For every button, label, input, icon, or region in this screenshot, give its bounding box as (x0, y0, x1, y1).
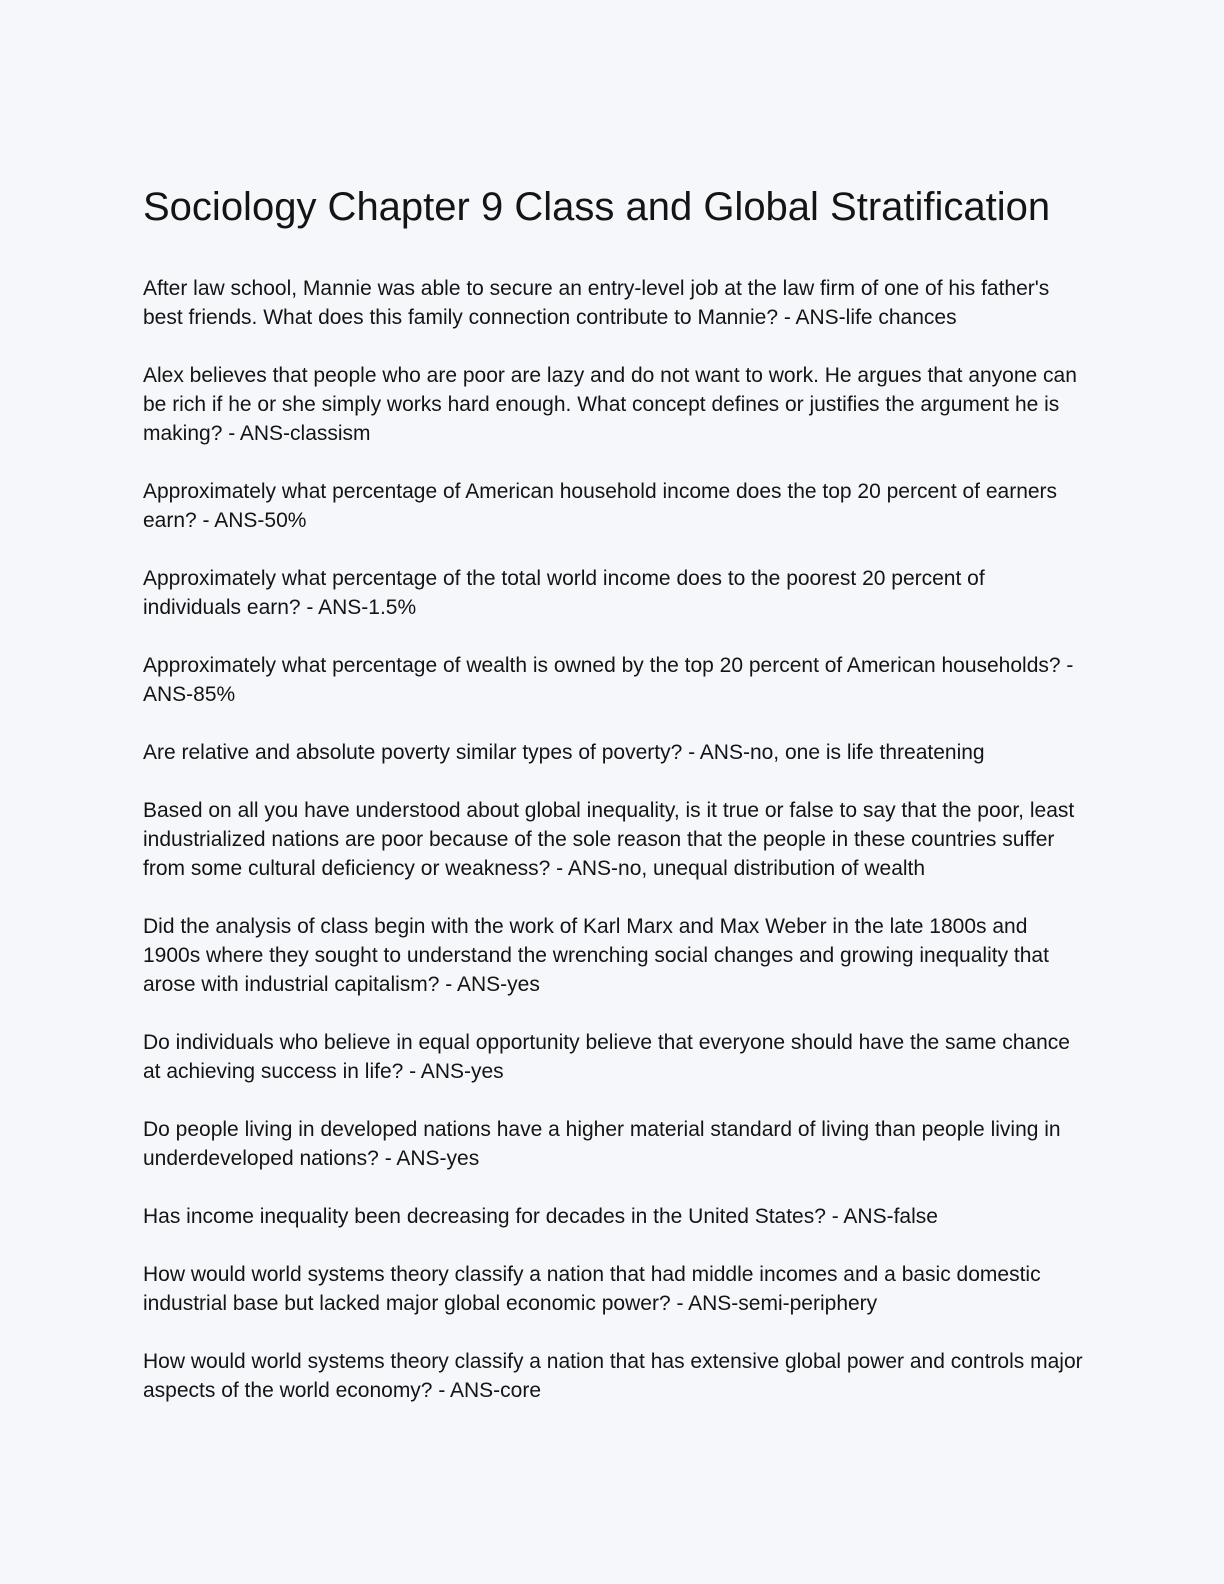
qa-item: How would world systems theory classify a nation that has extensive global power and controls major aspects of the world economy? - ANS-core (143, 1350, 1083, 1402)
qa-item: Did the analysis of class begin with the work of Karl Marx and Max Weber in the late 1800s and 1900s where they sought to understand the wrenching social changes and growing inequality that arose with industrial capitalism? - ANS-yes (143, 915, 1049, 996)
qa-item: How would world systems theory classify a nation that had middle incomes and a basic domestic industrial base but lacked major global economic power? - ANS-semi-periphery (143, 1263, 1041, 1315)
qa-item: Alex believes that people who are poor are lazy and do not want to work. He argues that anyone can be rich if he or she simply works hard enough. What concept defines or justifies the argument he is making? - ANS-classism (143, 364, 1077, 445)
qa-item: Based on all you have understood about global inequality, is it true or false to say that the poor, least industrialized nations are poor because of the sole reason that the people in these countries suffer from some cultural deficiency or weakness? - ANS-no, unequal distribution of wealth (143, 799, 1075, 880)
qa-list (143, 274, 1083, 1434)
qa-item: Approximately what percentage of the total world income does to the poorest 20 percent of individuals earn? - ANS-1.5% (143, 567, 985, 619)
qa-item: Has income inequality been decreasing for decades in the United States? - ANS-false (143, 1205, 938, 1228)
qa-item: After law school, Mannie was able to secure an entry-level job at the law firm of one of his father's best friends. What does this family connection contribute to Mannie? - ANS-life chances (143, 277, 1050, 329)
qa-item: Do people living in developed nations have a higher material standard of living than people living in underdeveloped nations? - ANS-yes (143, 1118, 1061, 1170)
qa-item: Approximately what percentage of American household income does the top 20 percent of earners earn? - ANS-50% (143, 480, 1058, 532)
qa-item: Approximately what percentage of wealth is owned by the top 20 percent of American households? - ANS-85% (143, 654, 1074, 706)
qa-item: Are relative and absolute poverty similar types of poverty? - ANS-no, one is life threatening (143, 741, 985, 764)
document-title: Sociology Chapter 9 Class and Global Stratification (143, 185, 1051, 229)
qa-item: Do individuals who believe in equal opportunity believe that everyone should have the same chance at achieving success in life? - ANS-yes (143, 1031, 1070, 1083)
